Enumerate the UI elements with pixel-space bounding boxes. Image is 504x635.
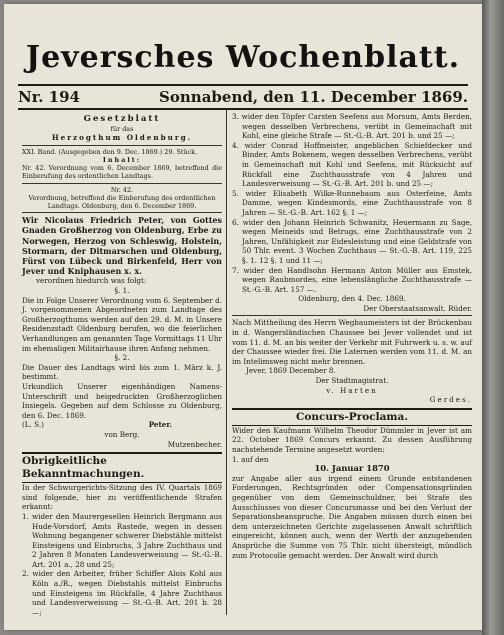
verdict-item: 3. wider den Töpfer Carsten Seefens aus Morsum, Amts Berden, wegen desselben Verbrechens, verübt in Gemeinschaft mit Kohl, eine gleiche Strafe — St.-G.-B. Art. 201 b. und 25 —; — [232, 112, 472, 141]
newspaper-page — [4, 4, 482, 630]
column-divider — [226, 110, 227, 615]
section-intro: In der Schwurgerichts-Sitzung des IV. Quartals 1869 sind folgende, hier zu veröffentlichende Strafen erkannt: — [22, 483, 222, 512]
verordnen-line: verordnen hiedurch was folgt: — [36, 276, 147, 286]
verdict-item: 1. wider den Maurergesellen Heinrich Bergmann aus Hude-Vorsdorf, Amts Rastede, wegen in dessen Wohnung begangener schwerer Diebstähle mittelst Einsteigens und Einbruchs, 3 Jahre Zuchthaus und 2 Jahren 8 Monaten Landesverweisung — St.-G.-B. Art. 201 a., 28 und 25; — [22, 511, 222, 569]
stadtmagistrat: Der Stadtmagistrat. — [315, 376, 389, 386]
jever-date: Jever, 1869 December 8. — [246, 366, 336, 376]
issue-number: Nr. 194 — [18, 88, 80, 106]
verdict-item: 2. wider den Arbeiter, früher Schiffer Alois Kohl aus Köln a./R., wegen Diebstahls mittelst Einbruchs und Einsteigens im Rückfalle, 4 Jahre Zuchthaus und Landesverweisung — St.-G.-B. Art. 201 b. 28 —; — [22, 569, 222, 617]
dateline — [18, 84, 468, 110]
nr42-heading: Nr. 42. — [110, 185, 134, 194]
verdict-item: 4. wider Conrad Hoffmeister, angeblichen Schiefdecker und Binder, Amts Bokenem, wegen desselben Verbrechens, verübt in Gemeinschaft mit Kohl und Seefens, mit Rücksicht auf Rückfall eine Zuchthausstrafe von 4 Jahren und Landesverweisung — St.-G.-B. Art. 201 b. und 25 —; — [232, 140, 472, 189]
verdict-item: 6. wider den Johann Heinrich Schwanitz, Heuermann zu Sage, wegen Meineids und Betrugs, eine Zuchthausstrafe von 2 Jahren, Unfähigkeit zur Eidesleistung und eine Geldstrafe von 50 Thlr. event. 3 Wochen Zuchthaus — St.-G.-B. Art. 119, 225 §. 1. 12 §. 1 und 11 —; — [232, 217, 472, 265]
bridge-notice: Nach Mittheilung des Herrn Wegbaumeisters ist der Brückenbau in d. Wangersländischen Chaussee bei Jever vollendet und ist vom 11. d. M. an bis weiter der Verkehr mit Fuhrwerk u. s. w. auf der Chaussee wieder frei. Die Laternen werden vom 11. d. M. an im Intelimsweg nicht mehr brennen. — [232, 318, 472, 366]
divider — [22, 183, 222, 184]
section-obrigkeitliche: Obrigkeitliche Bekanntmachungen. — [22, 452, 222, 483]
para1-heading: §. 1. — [114, 286, 130, 296]
divider — [22, 212, 222, 213]
divider — [22, 145, 222, 146]
signature-von-berg: von Berg. — [104, 429, 140, 439]
urkund-text: Urkundlich Unserer eigenhändigen Namens-Unterschrift und beigedruckten Großherzoglichen Insiegels. Gegeben auf dem Schlosse zu Oldenburg, den 6. Dec. 1869. — [22, 381, 222, 420]
proclama-body: zur Angabe aller aus irgend einem Grunde entstandenen Forderungen, Rechtsgründen oder Compensationsgründen gegenüber von dem Gemeinschuldner, bei Strafe des Ausschlusses von dieser Concursmasse und bei den Verlust der Separationsbeanspruche. Die Angaben müssen durch einen bei dem unterzeichneten Gerichte zugelassenen Anwalt schriftlich eingereicht, können auch, wenn der Werth der anzugebenden Ansprüche die Summe von 75 Thlr. nicht übersteigt, mündlich zum Protocolle gemacht werden. Der Anwalt wird durch — [232, 473, 472, 560]
para1-text: Die in Folge Unserer Verordnung vom 6. September d. J. vorgenommenen Abgeordneten zum Landtage des Großherzogthums werden auf den 29. d. M. in Unsere Residenzstadt Oldenburg berufen, wo die feierlichen Verhandlungen am genannten Tage Vormittags 11 Uhr im ehemaligen Militairhause ihren Anfang nehmen. — [22, 295, 222, 353]
gesetzblatt-land: Herzogthum Oldenburg. — [51, 133, 193, 143]
masthead: Jeversches Wochenblatt. — [25, 40, 461, 75]
signature-peter: Peter. — [148, 420, 172, 430]
gesetzblatt-title: Gesetzblatt — [83, 114, 161, 124]
seal-mark: (L. S.) — [22, 420, 44, 430]
signature-gerdes: Gerdes. — [429, 395, 472, 405]
oldenburg-date: Oldenburg, den 4. Dec. 1869. — [298, 294, 406, 304]
signature-harten: v. Harten — [326, 385, 378, 395]
verdict-item: 5. wider Elisabeth Wilke-Runnebaum aus Osterfeine, Amts Damme, wegen Kindesmords, eine Zuchthausstrafe von 8 Jahren — St.-G.-B. Art. 162 §. 1 —; — [232, 188, 472, 217]
termin-1: 1. auf den — [232, 454, 269, 464]
inhalt-heading: Inhalt: — [102, 156, 142, 164]
oberstaatsanwalt: Der Oberstaatsanwalt. Rüder. — [363, 303, 472, 313]
proclama-intro: Wider den Kaufmann Wilhelm Theodor Dümmler in Jever ist am 22. October 1869 Concurs erkannt. Zu dessen Ausführung nachstehende Termine angesetzt worden: — [232, 425, 472, 454]
inhalt-text: Nr. 42. Verordnung vom 6. December 1869, betreffend die Einberufung des ordentlichen Landtags. — [22, 164, 222, 181]
signature-row — [22, 420, 222, 430]
para2-text: Die Dauer des Landtags wird bis zum 1. März k. J. bestimmt. — [22, 362, 222, 382]
verdict-item: 7. wider den Handlsohn Hermann Anton Müller aus Emstek, wegen Raubmordes, eine lebenslängliche Zuchthausstrafe — St.-G.-B. Art. 157 —. — [232, 265, 472, 294]
book-spine — [482, 0, 504, 635]
signature-mutzenbecher: Mutzenbecher. — [167, 439, 222, 449]
section-concurs-proclama: Concurs-Proclama. — [232, 408, 472, 426]
para2-heading: §. 2. — [114, 353, 130, 363]
preamble: Wir Nicolaus Friedrich Peter, von Gottes Gnaden Großherzog von Oldenburg, Erbe zu Norwegen, Herzog von Schleswig, Holstein, Stormarn, der Ditmarschen und Oldenburg, Fürst von Lübeck und Birkenfeld, Herr von Jever und Kniphausen x. x. — [22, 215, 222, 277]
issue-date: Sonnabend, den 11. December 1869. — [159, 88, 468, 106]
right-column — [232, 112, 472, 560]
gesetzblatt-sub: für das — [110, 125, 134, 133]
left-column — [22, 114, 222, 617]
divider — [232, 315, 472, 316]
nr42-text: Verordnung, betreffend die Einberufung des ordentlichen Landtags. Oldenburg, den 6. December 1869. — [28, 193, 216, 211]
band-line: XXI. Band. (Ausgegeben den 9. Dec. 1869.) 29. Stück. — [22, 147, 197, 156]
termin-date: 10. Januar 1870 — [314, 463, 390, 474]
